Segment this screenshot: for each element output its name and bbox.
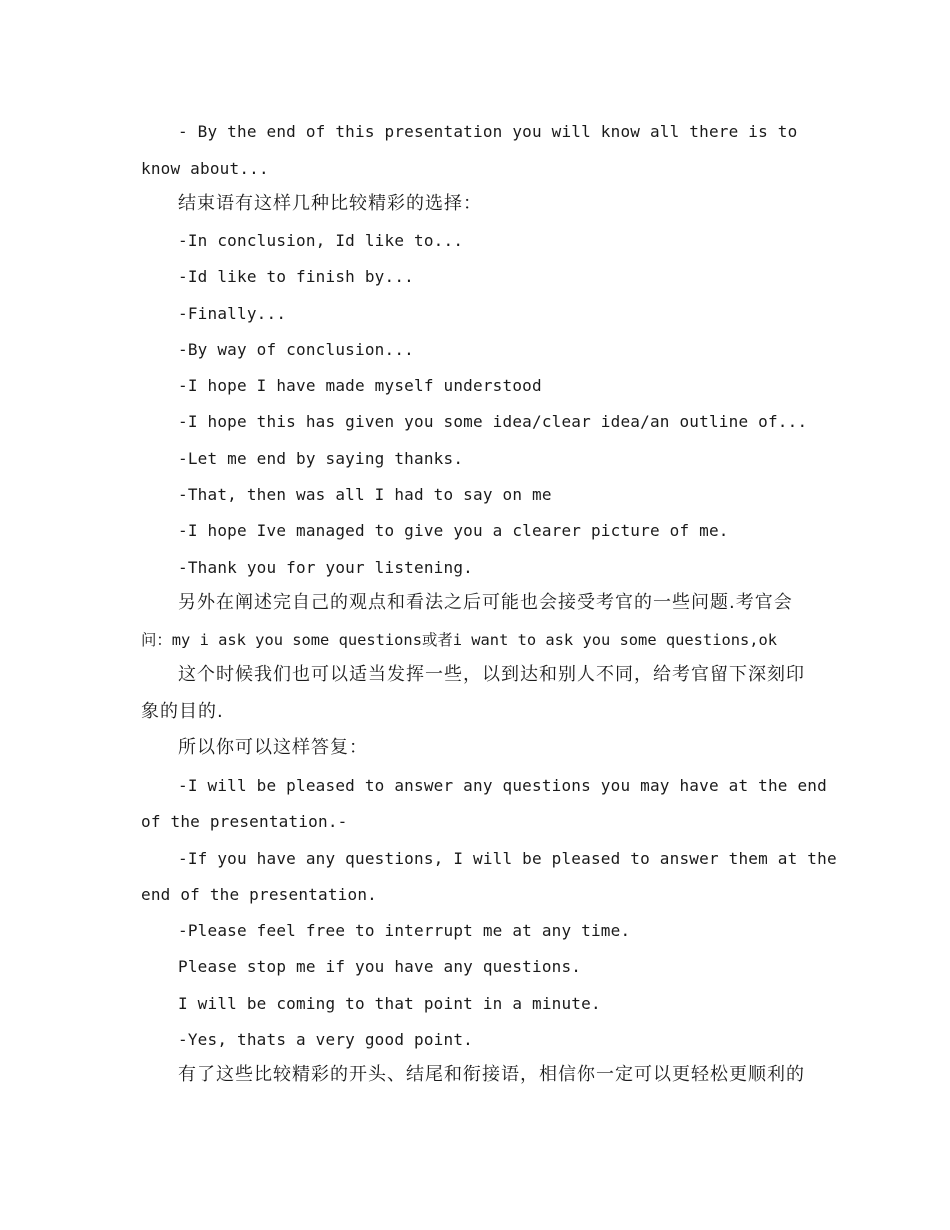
text-line: -Please feel free to interrupt me at any time. — [178, 921, 631, 940]
text-line: -I hope Ive managed to give you a clearer picture of me. — [178, 521, 729, 540]
paragraph-line: 另外在阐述完自己的观点和看法之后可能也会接受考官的一些问题.考官会 — [178, 592, 793, 613]
text-line: know about... — [141, 159, 269, 178]
paragraph-line: 有了这些比较精彩的开头、结尾和衔接语，相信你一定可以更轻松更顺利的 — [178, 1064, 805, 1085]
text-line: -If you have any questions, I will be pleased to answer them at the — [178, 849, 837, 868]
text-line: -That, then was all I had to say on me — [178, 485, 552, 504]
paragraph-line: 问：my i ask you some questions或者i want to ask you some questions,ok — [141, 631, 778, 649]
text-line: -Let me end by saying thanks. — [178, 449, 464, 468]
text-line: -I will be pleased to answer any questions you may have at the end — [178, 776, 827, 795]
text-line: -By way of conclusion... — [178, 340, 414, 359]
paragraph-line: 象的目的. — [141, 701, 224, 722]
text-line: -In conclusion, Id like to... — [178, 231, 464, 250]
text-line: end of the presentation. — [141, 885, 377, 904]
text-line: -Yes, thats a very good point. — [178, 1030, 473, 1049]
text-line: -I hope I have made myself understood — [178, 376, 542, 395]
text-line: - By the end of this presentation you will know all there is to — [178, 122, 798, 141]
section-heading-closing: 结束语有这样几种比较精彩的选择： — [178, 193, 482, 214]
text-line: of the presentation.- — [141, 812, 348, 831]
text-line: -Finally... — [178, 304, 287, 323]
text-line: -Thank you for your listening. — [178, 558, 473, 577]
text-line: I will be coming to that point in a minute. — [178, 994, 601, 1013]
text-line: -I hope this has given you some idea/clear idea/an outline of... — [178, 412, 808, 431]
section-heading-answers: 所以你可以这样答复： — [178, 737, 368, 758]
text-line: Please stop me if you have any questions. — [178, 957, 582, 976]
text-line: -Id like to finish by... — [178, 267, 414, 286]
paragraph-line: 这个时候我们也可以适当发挥一些，以到达和别人不同，给考官留下深刻印 — [178, 664, 805, 685]
